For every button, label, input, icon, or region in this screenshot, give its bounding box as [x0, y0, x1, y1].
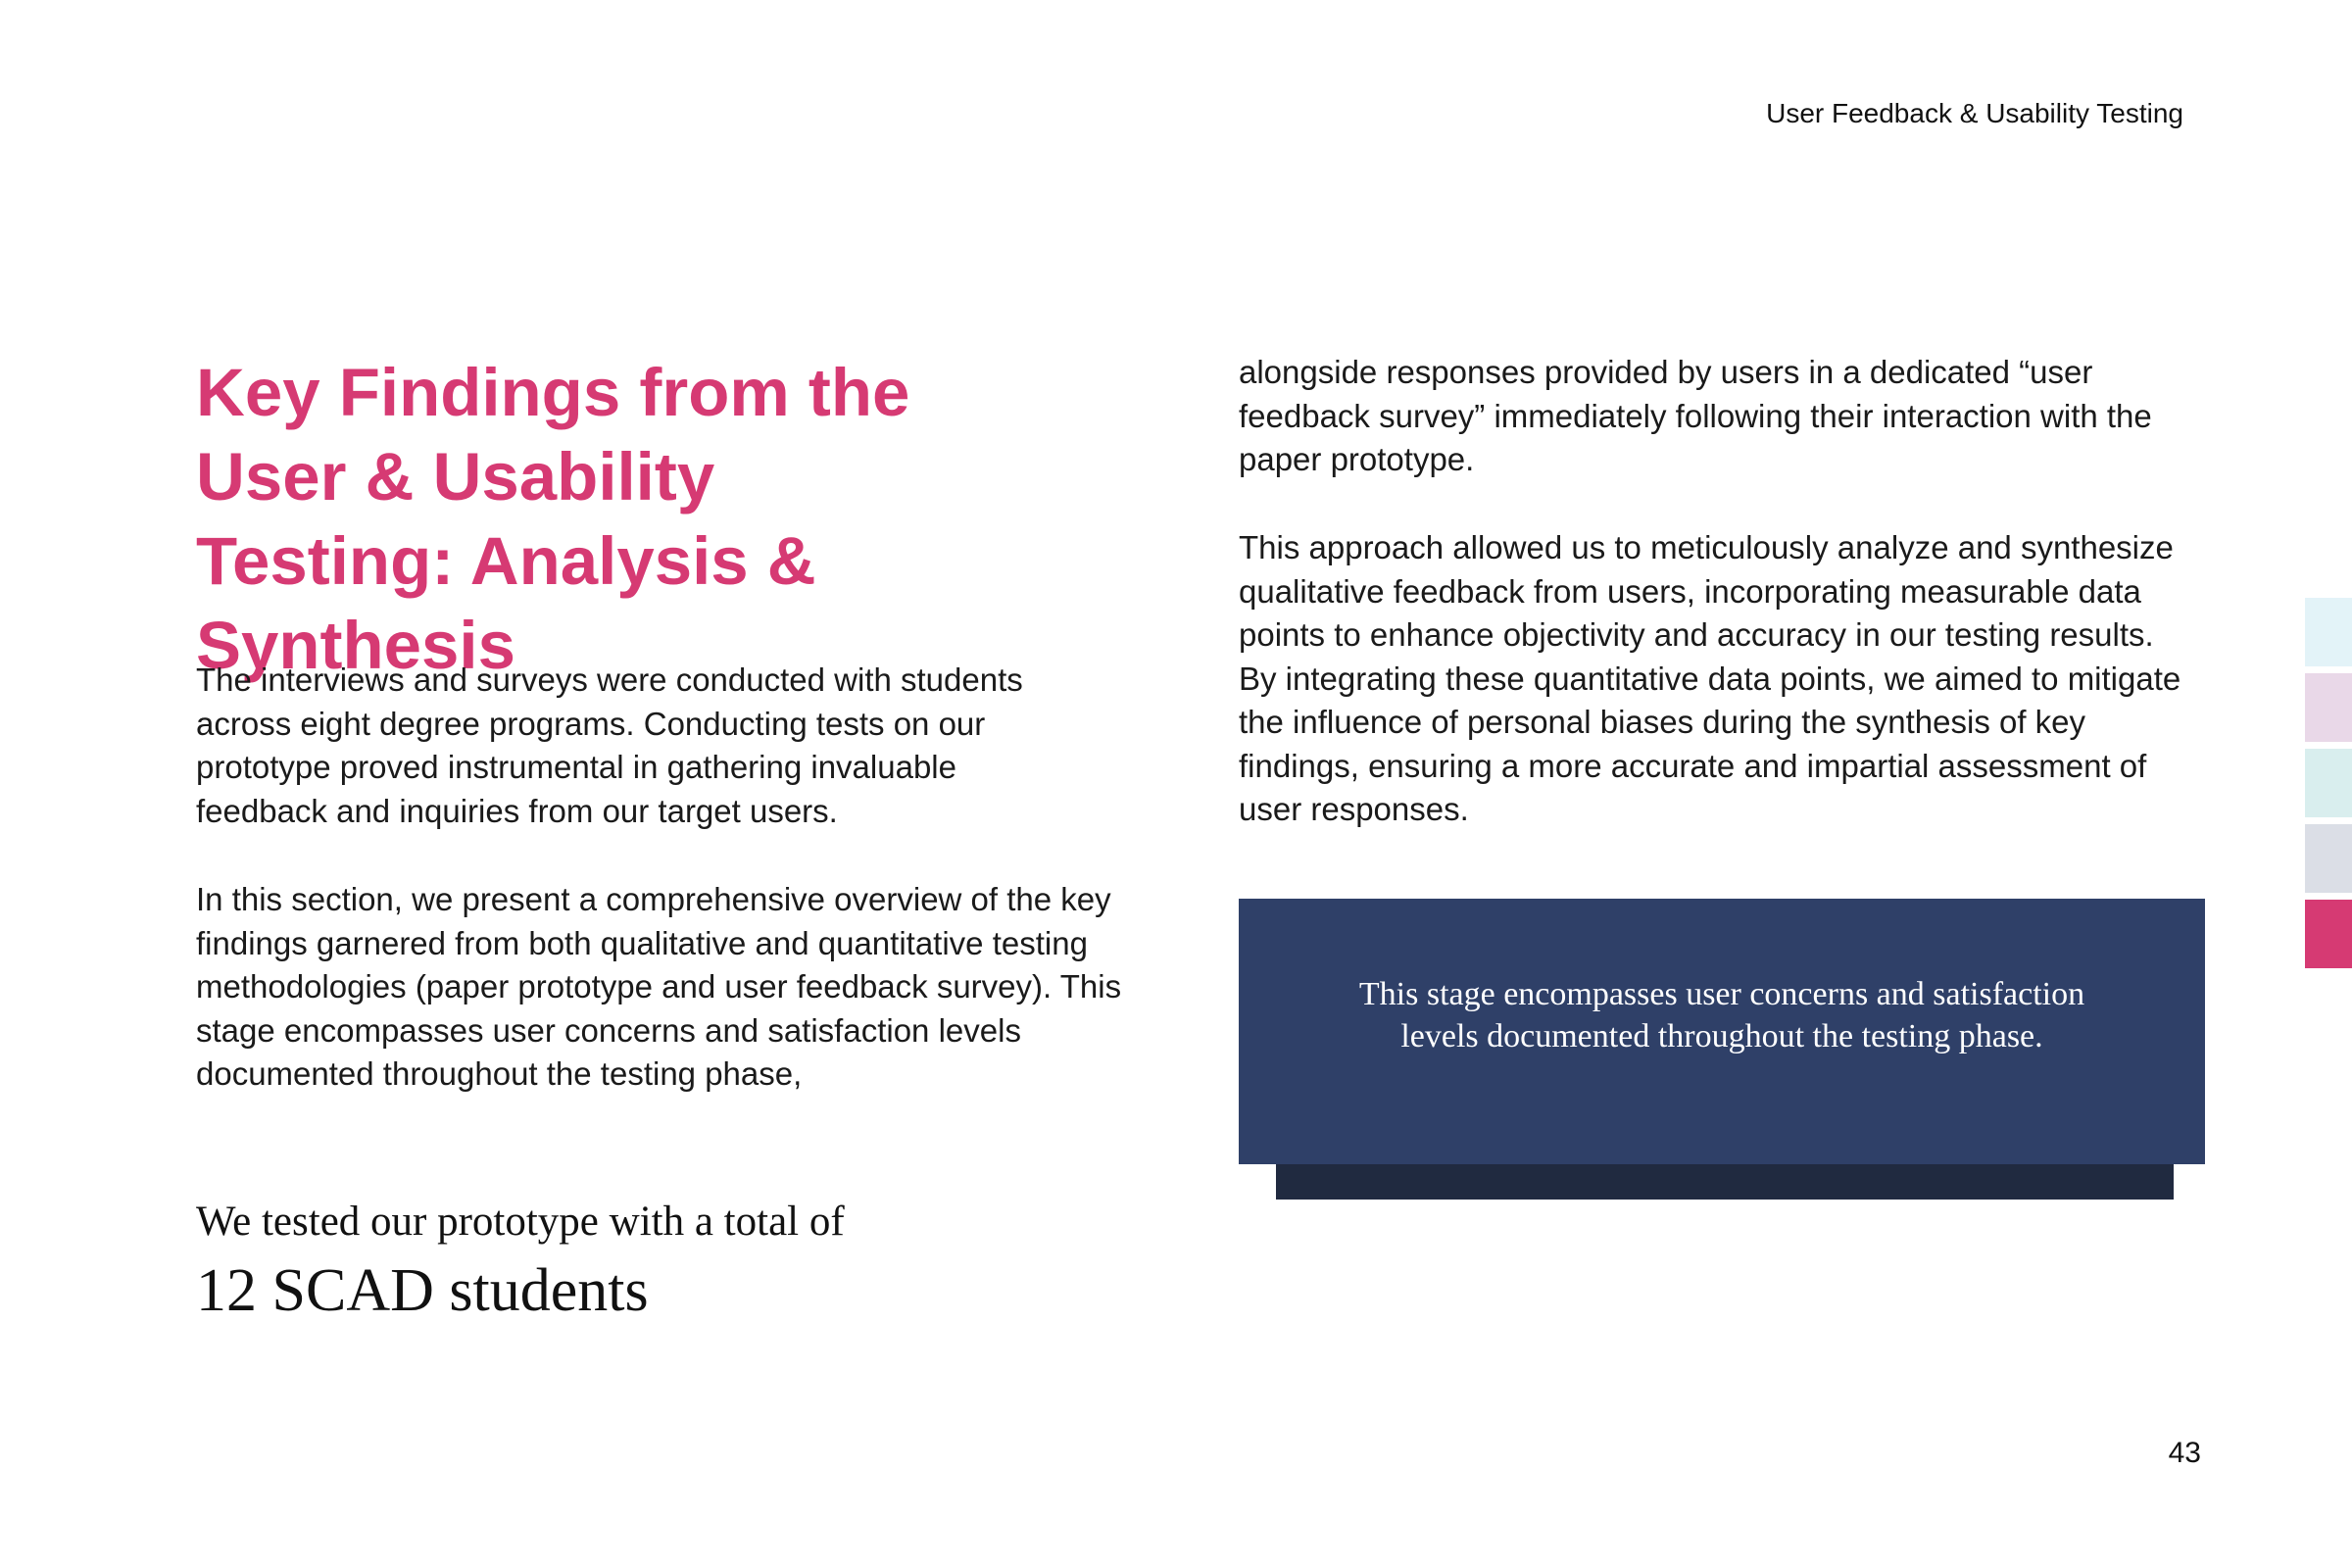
stat-figure: 12 SCAD students: [196, 1257, 649, 1324]
left-paragraph-2: In this section, we present a comprehensive overview of the key findings garnered from both qualitative and quantitative testing methodologies (paper prototype and user feedback survey). This stage encompasses user concerns and satisfaction levels documented throughout the testing phase,: [196, 881, 1122, 1092]
right-paragraph-2: This approach allowed us to meticulously analyze and synthesize qualitative feedback from users, incorporating measurable data points to enhance objectivity and accuracy in our testing results. By integrating these quantitative data points, we aimed to mitigate the influence of personal biases during the synthesis of key findings, ensuring a more accurate and impartial assessment of user responses.: [1239, 529, 2181, 827]
page-number: 43: [2168, 1437, 2201, 1469]
section-tab-3[interactable]: [2305, 749, 2352, 817]
page-title: Key Findings from the User & Usability Testing: Analysis & Synthesis: [196, 355, 910, 683]
section-tabs: [2305, 598, 2352, 968]
section-tab-2[interactable]: [2305, 673, 2352, 742]
section-tab-5-active[interactable]: [2305, 900, 2352, 968]
right-paragraph-1: alongside responses provided by users in a dedicated “user feedback survey” immediately following their interaction with the paper prototype.: [1239, 354, 2152, 477]
section-tab-4[interactable]: [2305, 824, 2352, 893]
stat-lead-text: We tested our prototype with a total of: [196, 1199, 845, 1245]
callout-text: This stage encompasses user concerns and satisfaction levels documented throughout the testing phase.: [1358, 976, 2085, 1054]
running-header: User Feedback & Usability Testing: [1766, 98, 2183, 128]
left-paragraph-1: The interviews and surveys were conducted with students across eight degree programs. Conducting tests on our prototype proved instrumental in gathering invaluable feedback and inquiries from our target users.: [196, 662, 1023, 829]
callout-box: [1239, 899, 2205, 1164]
section-tab-1[interactable]: [2305, 598, 2352, 666]
